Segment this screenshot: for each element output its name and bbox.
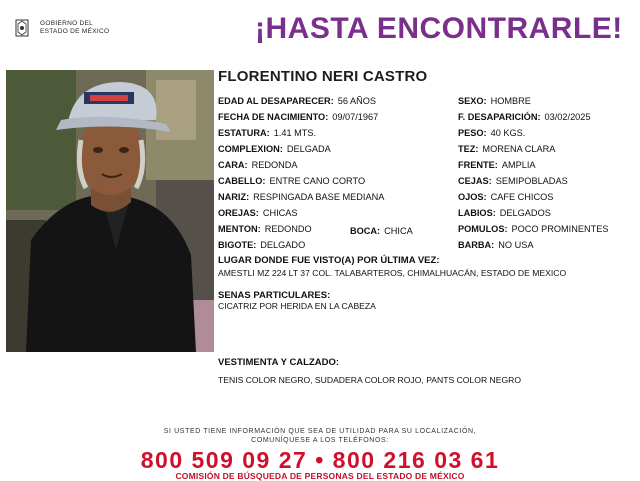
person-name: FLORENTINO NERI CASTRO xyxy=(218,68,428,85)
contact-note-line-1: SI USTED TIENE INFORMACIÓN QUE SEA DE UTILIDAD PARA SU LOCALIZACIÓN, xyxy=(163,428,477,435)
phone-separator-icon: • xyxy=(315,447,333,473)
missing-person-photo xyxy=(6,70,214,352)
field-cabello: CABELLO: ENTRE CANO CORTO xyxy=(218,176,366,186)
location-value: AMESTLI MZ 224 LT 37 COL. TALABARTEROS, CHIMALHUACÁN, ESTADO DE MEXICO xyxy=(218,268,567,278)
field-menton: MENTON: REDONDO xyxy=(218,224,312,234)
headline: ¡HASTA ENCONTRARLE! xyxy=(255,12,623,45)
logo-line-2: ESTADO DE MÉXICO xyxy=(40,28,110,35)
field-estatura: ESTATURA: 1.41 MTS. xyxy=(218,128,317,138)
logo-line-1: GOBIERNO DEL xyxy=(40,20,94,27)
field-pomulos: POMULOS: POCO PROMINENTES xyxy=(458,224,609,234)
field-desaparicion: F. DESAPARICIÓN: 03/02/2025 xyxy=(458,112,591,122)
coat-of-arms-icon xyxy=(14,18,30,38)
logo-text xyxy=(40,20,109,36)
field-bigote: BIGOTE: DELGADO xyxy=(218,240,306,250)
field-tez: TEZ: MORENA CLARA xyxy=(458,144,556,154)
field-ojos: OJOS: CAFE CHICOS xyxy=(458,192,554,202)
field-labios: LABIOS: DELGADOS xyxy=(458,208,551,218)
field-cara: CARA: REDONDA xyxy=(218,160,298,170)
phone-1: 800 509 09 27 xyxy=(140,447,308,473)
marks-value: CICATRIZ POR HERIDA EN LA CABEZA xyxy=(218,301,376,311)
contact-note xyxy=(0,427,640,445)
location-label: LUGAR DONDE FUE VISTO(A) POR ÚLTIMA VEZ: xyxy=(218,255,440,266)
contact-note-line-2: COMUNÍQUESE A LOS TELÉFONOS: xyxy=(251,437,389,444)
field-complexion: COMPLEXION: DELGADA xyxy=(218,144,331,154)
field-peso: PESO: 40 KGS. xyxy=(458,128,526,138)
field-nariz: NARIZ: RESPINGADA BASE MEDIANA xyxy=(218,192,385,202)
marks-label: SENAS PARTICULARES: xyxy=(218,290,331,301)
phone-2: 800 216 03 61 xyxy=(332,447,500,473)
phone-numbers xyxy=(0,447,640,474)
field-barba: BARBA: NO USA xyxy=(458,240,534,250)
field-orejas: OREJAS: CHICAS xyxy=(218,208,298,218)
government-logo xyxy=(8,14,128,44)
clothing-label: VESTIMENTA Y CALZADO: xyxy=(218,357,340,368)
commission-name: COMISIÓN DE BÚSQUEDA DE PERSONAS DEL ESTADO DE MÉXICO xyxy=(175,471,465,481)
field-boca: BOCA: CHICA xyxy=(350,226,413,236)
field-frente: FRENTE: AMPLIA xyxy=(458,160,536,170)
clothing-value: TENIS COLOR NEGRO, SUDADERA COLOR ROJO, PANTS COLOR NEGRO xyxy=(218,375,522,385)
field-sexo: SEXO: HOMBRE xyxy=(458,96,531,106)
field-edad: EDAD AL DESAPARECER: 56 AÑOS xyxy=(218,96,377,106)
field-nacimiento: FECHA DE NACIMIENTO: 09/07/1967 xyxy=(218,112,379,122)
field-cejas: CEJAS: SEMIPOBLADAS xyxy=(458,176,568,186)
